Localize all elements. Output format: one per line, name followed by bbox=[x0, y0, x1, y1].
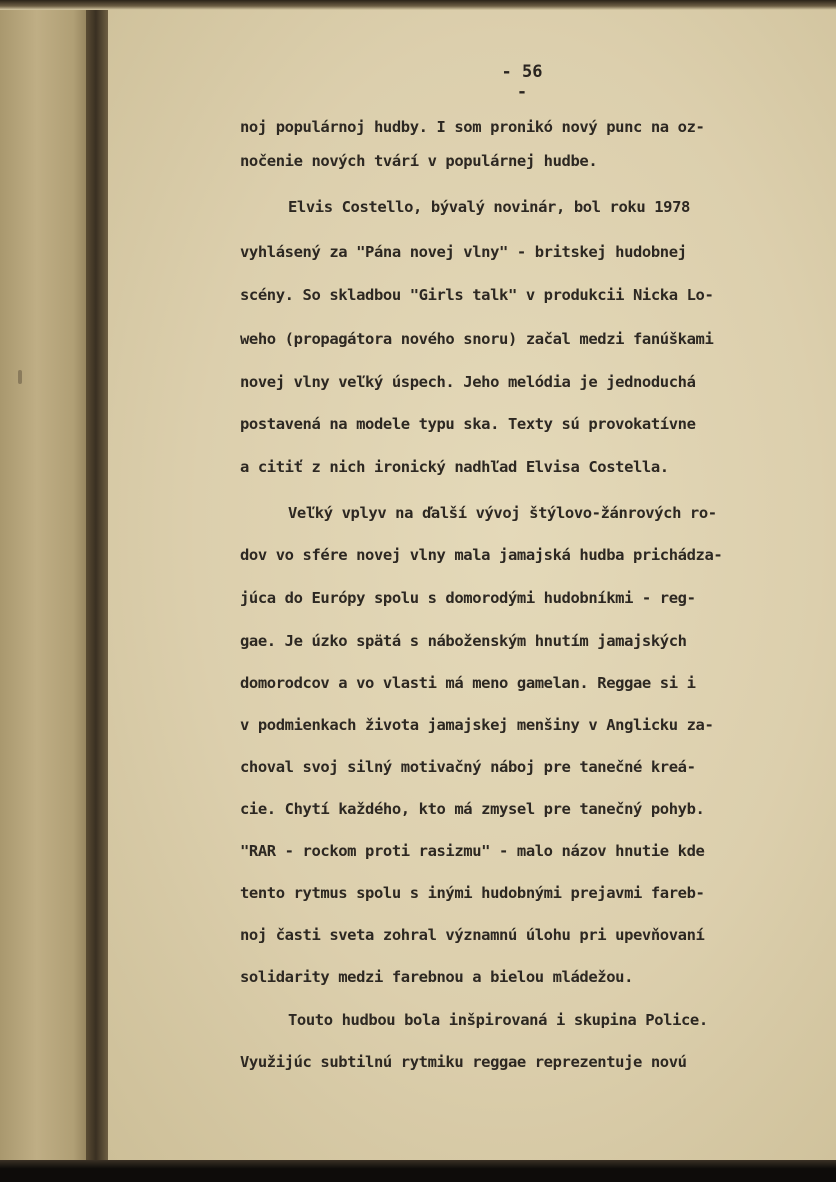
bottom-scan-edge bbox=[0, 1160, 836, 1182]
text-line-12: júca do Európy spolu s domorodými hudobníkmi - reg- bbox=[240, 589, 696, 607]
text-line-21: solidarity medzi farebnou a bielou mládežou. bbox=[240, 968, 633, 986]
book-gutter bbox=[86, 10, 108, 1160]
text-line-3: Elvis Costello, bývalý novinár, bol roku 1978 bbox=[288, 198, 690, 216]
text-line-4: vyhlásený za "Pána novej vlny" - britskej hudobnej bbox=[240, 243, 687, 261]
text-line-20: noj časti sveta zohral významnú úlohu pri upevňovaní bbox=[240, 926, 705, 944]
page-number: - 56 - bbox=[501, 62, 543, 102]
text-line-7: novej vlny veľký úspech. Jeho melódia je jednoduchá bbox=[240, 373, 696, 391]
text-line-10: Veľký vplyv na ďalší vývoj štýlovo-žánrových ro- bbox=[288, 504, 717, 522]
text-line-6: weho (propagátora nového snoru) začal medzi fanúškami bbox=[240, 330, 714, 348]
text-line-18: "RAR - rockom proti rasizmu" - malo názov hnutie kde bbox=[240, 842, 705, 860]
text-line-11: dov vo sfére novej vlny mala jamajská hudba prichádza- bbox=[240, 546, 723, 564]
text-line-13: gae. Je úzko spätá s náboženským hnutím jamajských bbox=[240, 632, 687, 650]
text-line-9: a citiť z nich ironický nadhľad Elvisa Costella. bbox=[240, 458, 669, 476]
text-line-23: Využijúc subtilnú rytmiku reggae reprezentuje novú bbox=[240, 1053, 687, 1071]
typewritten-text bbox=[232, 112, 792, 1071]
top-scan-edge bbox=[0, 0, 836, 10]
text-line-14: domorodcov a vo vlasti má meno gamelan. Reggae si i bbox=[240, 674, 696, 692]
text-line-17: cie. Chytí každého, kto má zmysel pre tanečný pohyb. bbox=[240, 800, 705, 818]
text-line-22: Touto hudbou bola inšpirovaná i skupina Police. bbox=[288, 1011, 708, 1029]
text-line-5: scény. So skladbou "Girls talk" v produkcii Nicka Lo- bbox=[240, 286, 714, 304]
text-line-8: postavená na modele typu ska. Texty sú provokatívne bbox=[240, 415, 696, 433]
left-page-edge bbox=[0, 10, 92, 1160]
text-line-19: tento rytmus spolu s inými hudobnými prejavmi fareb- bbox=[240, 884, 705, 902]
text-line-1: noj populárnoj hudby. I som pronikó nový punc na oz- bbox=[240, 118, 705, 136]
margin-mark bbox=[18, 370, 22, 384]
text-line-15: v podmienkach života jamajskej menšiny v Anglicku za- bbox=[240, 716, 714, 734]
text-line-2: nočenie nových tvárí v populárnej hudbe. bbox=[240, 152, 598, 170]
text-line-16: choval svoj silný motivačný náboj pre tanečné kreá- bbox=[240, 758, 696, 776]
